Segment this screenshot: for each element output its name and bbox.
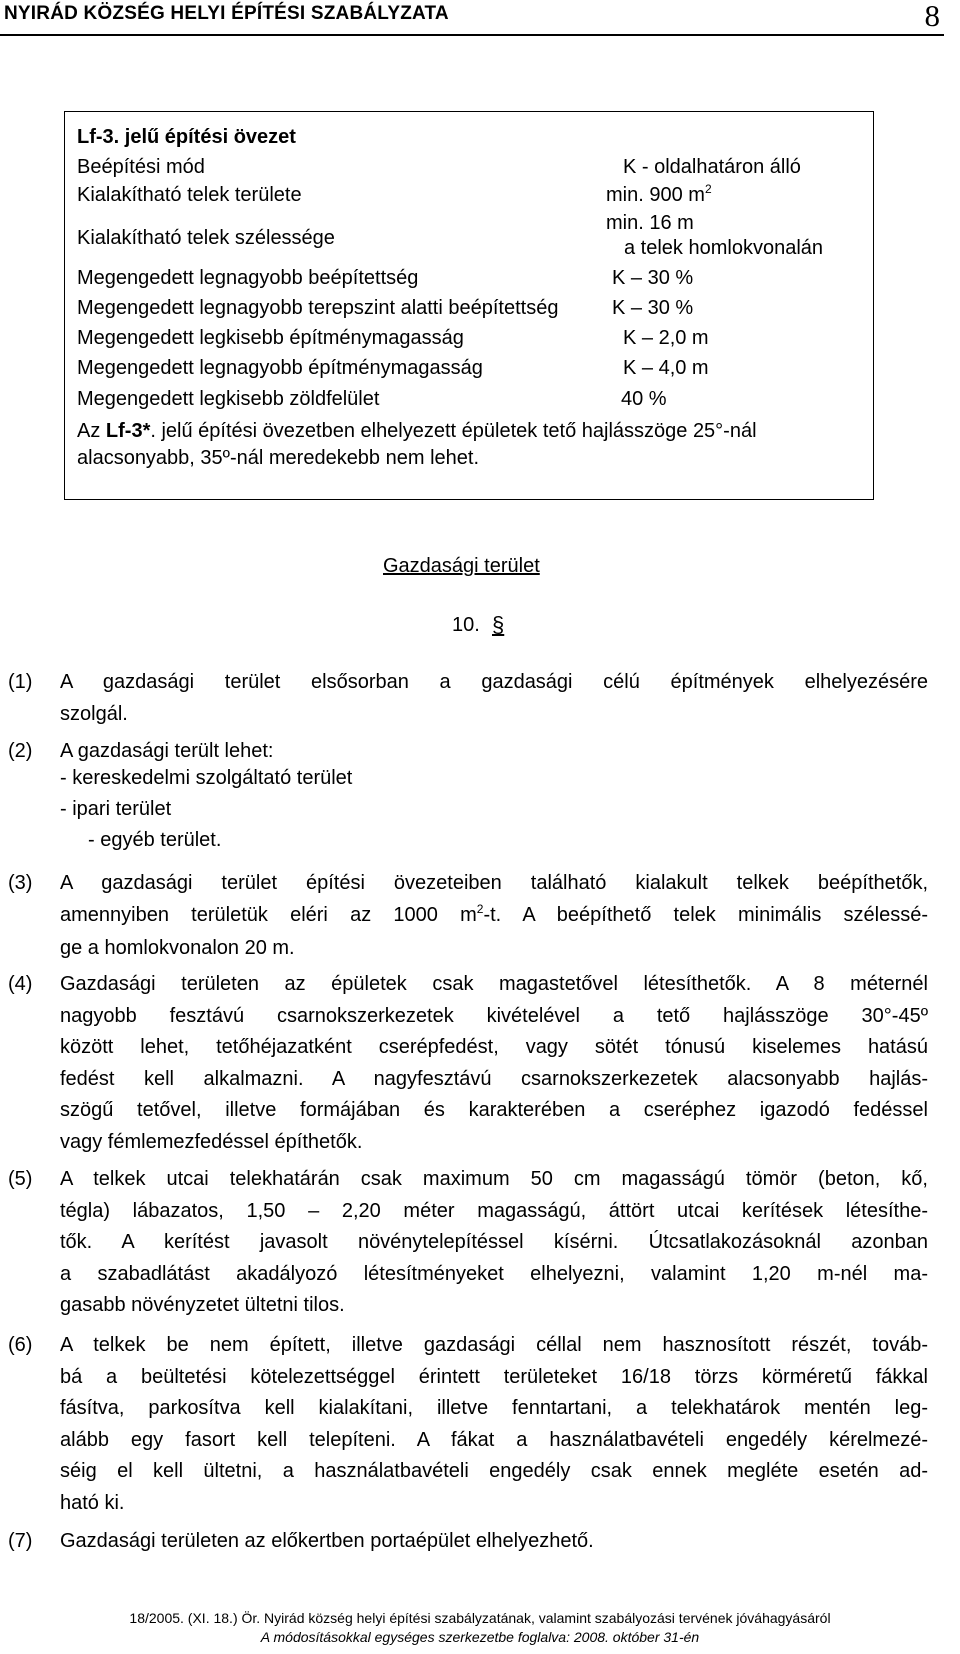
paragraph-3 <box>8 868 928 965</box>
note-zone-code: Lf-3* <box>105 420 151 442</box>
paragraph-line: A gazdasági terület építési övezeteiben található kialakult telkek beépíthetők, <box>60 872 928 894</box>
zone-row-value: 40 % <box>621 388 667 410</box>
paragraph-line: között lehet, tetőhéjazatként cserépfedést, vagy sötét tónusú kiselemes hatású <box>60 1036 928 1058</box>
zone-row-label: Megengedett legnagyobb beépítettség <box>77 267 419 289</box>
note-line-1: . jelű építési övezetben elhelyezett épületek tető hajlásszöge 25°-nál <box>150 420 757 442</box>
zone-row-label: Beépítési mód <box>77 156 205 178</box>
paragraph-number: (1) <box>8 671 33 693</box>
section-number: 10. <box>452 614 480 636</box>
page-header <box>0 0 960 33</box>
superscript: 2 <box>704 182 712 196</box>
paragraph-1 <box>8 667 928 730</box>
paragraph-2 <box>8 736 928 768</box>
superscript: 2 <box>476 901 484 916</box>
paragraph-line: A telkek utcai telekhatárán csak maximum 50 cm magasságú tömör (beton, kő, <box>60 1168 928 1190</box>
paragraph-number: (4) <box>8 973 33 995</box>
paragraph-line: Gazdasági területen az épületek csak magastetővel létesíthetők. A 8 méternél <box>60 973 928 995</box>
paragraph-line: A gazdasági terült lehet: <box>60 740 274 762</box>
paragraph-line: szögű tetővel, illetve formájában és karakterében a cseréphez igazodó fedéssel <box>60 1099 928 1121</box>
paragraph-line: A gazdasági terület elsősorban a gazdasági célú építmények elhelyezésére <box>60 671 928 693</box>
zone-row-value: K – 4,0 m <box>623 357 709 379</box>
paragraph-line-2 <box>60 900 928 934</box>
footer-line-1: 18/2005. (XI. 18.) Ör. Nyirád község helyi építési szabályzatának, valamint szabályozási tervének jóváhagyásáról <box>129 1610 831 1626</box>
paragraph-4 <box>8 969 928 1158</box>
header-rule <box>0 34 944 36</box>
paragraph-number: (2) <box>8 740 33 762</box>
paragraph-line: nagyobb fesztávú csarnokszerkezetek kivételével a tető hajlásszöge 30°-45º <box>60 1004 928 1027</box>
list-item: - ipari terület <box>60 798 172 820</box>
paragraph-line: séig el kell ültetni, a használatbavételi engedély csak ennek megléte esetén ad- <box>60 1460 928 1482</box>
paragraph-number: (5) <box>8 1168 33 1190</box>
paragraph-line: gasabb növényzetet ültetni tilos. <box>60 1294 345 1316</box>
paragraph-line: ge a homlokvonalon 20 m. <box>60 937 295 959</box>
zone-table <box>64 111 874 500</box>
zone-row-label: Megengedett legnagyobb építménymagasság <box>77 357 483 379</box>
paragraph-line: fedést kell alkalmazni. A nagyfesztávú csarnokszerkezetek alacsonyabb hajlás- <box>60 1067 928 1090</box>
page-number: 8 <box>924 0 940 33</box>
footer-line-2: A módosításokkal egységes szerkezetbe foglalva: 2008. október 31-én <box>260 1629 700 1645</box>
zone-row-value: K – 2,0 m <box>623 327 709 349</box>
paragraph-7 <box>8 1526 928 1558</box>
zone-row-label: Kialakítható telek szélessége <box>77 227 335 249</box>
zone-row-label: Megengedett legkisebb építménymagasság <box>77 327 464 349</box>
paragraph-line-2b: -t. A beépíthető telek minimális szélessé- <box>483 903 928 926</box>
paragraph-line: tégla) lábazatos, 1,50 – 2,20 méter magasságú, áttört utcai kerítések létesíthe- <box>60 1199 928 1222</box>
paragraph-line: A telkek be nem épített, illetve gazdasági céllal nem hasznosított részét, továb- <box>60 1334 928 1356</box>
paragraph-number: (3) <box>8 872 33 894</box>
paragraph-line: fásítva, parkosítva kell kialakítani, illetve fenntartani, a telekhatárok mentén leg- <box>60 1397 928 1419</box>
paragraph-line-2a: amennyiben területük eléri az 1000 m <box>60 903 477 926</box>
paragraph-number: (6) <box>8 1334 33 1356</box>
note-line-2: alacsonyabb, 35º-nál meredekebb nem lehet. <box>77 447 480 469</box>
paragraph-line: szolgál. <box>60 702 128 725</box>
paragraph-5 <box>8 1164 928 1322</box>
paragraph-line: ható ki. <box>60 1491 125 1514</box>
zone-row-value: K - oldalhatáron álló <box>623 156 801 178</box>
zone-title: Lf-3. jelű építési övezet <box>77 126 296 148</box>
paragraph-line: alább egy fasort kell telepíteni. A fákat a használatbavételi engedély kérelmezé- <box>60 1428 928 1451</box>
zone-row-label: Megengedett legnagyobb terepszint alatti beépítettség <box>77 297 559 319</box>
zone-row-label: Megengedett legkisebb zöldfelület <box>77 388 380 410</box>
paragraph-line: tők. A kerítést javasolt növénytelepítéssel kísérni. Útcsatlakozásoknál azonban <box>60 1231 928 1253</box>
zone-row-label: Kialakítható telek területe <box>77 184 302 206</box>
document-title: NYIRÁD KÖZSÉG HELYI ÉPÍTÉSI SZABÁLYZATA <box>4 3 449 24</box>
paragraph-line: bá a beültetési kötelezettséggel érintett területeket 16/18 törzs körméretű fákkal <box>60 1365 928 1388</box>
zone-row-value: K – 30 % <box>612 267 694 289</box>
zone-row-value: K – 30 % <box>612 297 694 319</box>
zone-row-value: min. 16 m <box>606 212 694 234</box>
section-title: Gazdasági terület <box>383 555 540 577</box>
paragraph-line: a szabadlátást akadályozó létesítményeket elhelyezni, valamint 1,20 m-nél ma- <box>60 1262 928 1285</box>
paragraph-line: Gazdasági területen az előkertben portaépület elhelyezhető. <box>60 1530 594 1552</box>
list-item: - kereskedelmi szolgáltató terület <box>60 767 353 789</box>
zone-note <box>77 418 867 472</box>
section-sign: § <box>492 612 505 637</box>
paragraph-line: vagy fémlemezfedéssel építhetők. <box>60 1130 363 1153</box>
note-prefix: Az <box>77 420 106 442</box>
zone-row-value-2: a telek homlokvonalán <box>624 237 824 259</box>
zone-row-value <box>606 184 712 207</box>
paragraph-6 <box>8 1330 928 1519</box>
zone-row-value-text: min. 900 m <box>606 184 705 206</box>
paragraph-number: (7) <box>8 1530 33 1552</box>
list-item: - egyéb terület. <box>88 829 222 851</box>
